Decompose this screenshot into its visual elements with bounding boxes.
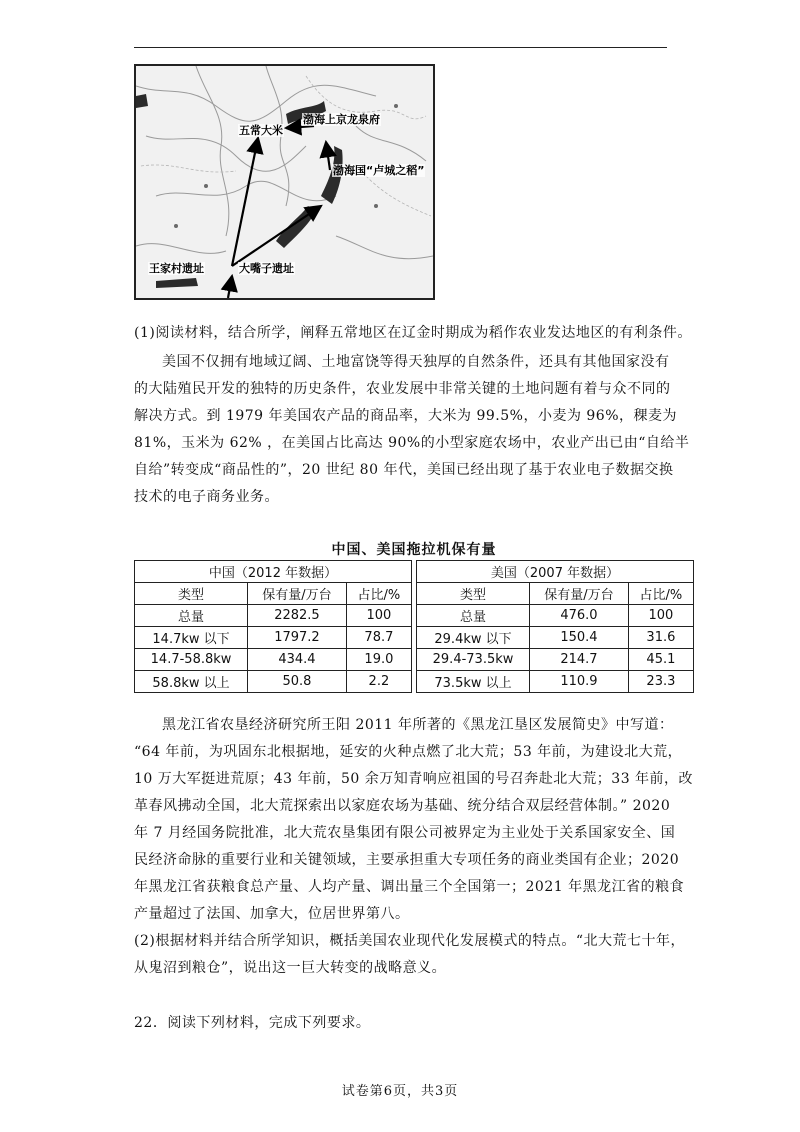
question-1-text: (1)阅读材料，结合所学，阐释五常地区在辽金时期成为稻作农业发达地区的有利条件。 bbox=[134, 325, 692, 341]
col-count: 保有量/万台 bbox=[248, 583, 347, 605]
us-count: 110.9 bbox=[530, 671, 629, 693]
passage-line: 年黑龙江省获粮食总产量、人均产量、调出量三个全国第一；2021 年黑龙江省的粮食 bbox=[134, 879, 685, 895]
passage-usa-agriculture bbox=[134, 349, 694, 511]
us-count: 476.0 bbox=[530, 605, 629, 627]
table-row bbox=[135, 649, 694, 671]
table-group-header bbox=[135, 561, 694, 583]
map-label-wuchang: 五常大米 bbox=[239, 124, 283, 137]
us-type: 总量 bbox=[416, 605, 529, 627]
usa-header: 美国（2007 年数据） bbox=[416, 561, 693, 583]
col-count: 保有量/万台 bbox=[530, 583, 629, 605]
us-type: 29.4-73.5kw bbox=[416, 649, 529, 671]
question-2-line: 从鬼沼到粮仓”，说出这一巨大转变的战略意义。 bbox=[134, 960, 447, 976]
cn-share: 78.7 bbox=[346, 627, 411, 649]
map-label-shangjing: 渤海上京龙泉府 bbox=[303, 113, 380, 126]
table-row bbox=[135, 605, 694, 627]
question-22-text: 22．阅读下列材料，完成下列要求。 bbox=[134, 1015, 371, 1031]
passage-line: 技术的电子商务业务。 bbox=[134, 489, 279, 505]
col-share: 占比/% bbox=[628, 583, 693, 605]
map-label-dazuizi: 大嘴子遗址 bbox=[239, 262, 294, 275]
cn-count: 434.4 bbox=[248, 649, 347, 671]
us-share: 45.1 bbox=[628, 649, 693, 671]
passage-line: 民经济命脉的重要行业和关键领域，主要承担重大专项任务的商业类国有企业；2020 bbox=[134, 852, 680, 868]
cn-type: 58.8kw 以上 bbox=[135, 671, 248, 693]
table-row bbox=[135, 627, 694, 649]
tractor-table bbox=[134, 560, 694, 693]
us-type: 29.4kw 以下 bbox=[416, 627, 529, 649]
passage-line: 美国不仅拥有地域辽阔、土地富饶等得天独厚的自然条件，还具有其他国家没有 bbox=[162, 354, 670, 370]
cn-share: 100 bbox=[346, 605, 411, 627]
page-footer: 试卷第6页，共3页 bbox=[341, 1084, 459, 1099]
header-rule bbox=[134, 47, 667, 48]
cn-share: 19.0 bbox=[346, 649, 411, 671]
table-row bbox=[135, 671, 694, 693]
col-type: 类型 bbox=[416, 583, 529, 605]
passage-line: 的大陆殖民开发的独特的历史条件，农业发展中非常关键的土地问题有着与众不同的 bbox=[134, 381, 671, 397]
question-1 bbox=[134, 320, 694, 347]
question-2 bbox=[134, 928, 694, 982]
cn-type: 14.7kw 以下 bbox=[135, 627, 248, 649]
cn-type: 14.7-58.8kw bbox=[135, 649, 248, 671]
passage-beidahuang bbox=[134, 712, 694, 928]
map-label-lucheng: 渤海国“卢城之稻” bbox=[333, 164, 425, 177]
cn-count: 2282.5 bbox=[248, 605, 347, 627]
table-column-header bbox=[135, 583, 694, 605]
cn-count: 50.8 bbox=[248, 671, 347, 693]
passage-line: 产量超过了法国、加拿大，位居世界第八。 bbox=[134, 906, 410, 922]
cn-share: 2.2 bbox=[346, 671, 411, 693]
passage-line: “64 年前，为巩固东北根据地，延安的火种点燃了北大荒；53 年前，为建设北大荒， bbox=[134, 744, 683, 760]
us-count: 150.4 bbox=[530, 627, 629, 649]
map-label-wangjiacun: 王家村遗址 bbox=[149, 262, 204, 275]
cn-count: 1797.2 bbox=[248, 627, 347, 649]
us-share: 23.3 bbox=[628, 671, 693, 693]
historical-rice-map bbox=[134, 64, 435, 300]
col-type: 类型 bbox=[135, 583, 248, 605]
passage-line: 81%，玉米为 62% ，在美国占比高达 90%的小型家庭农场中，农业产出已由“自给半 bbox=[134, 435, 690, 451]
passage-line: 革春风拂动全国，北大荒探索出以家庭农场为基础、统分结合双层经营体制。” 2020 bbox=[134, 798, 671, 814]
china-header: 中国（2012 年数据） bbox=[135, 561, 412, 583]
question-2-line: (2)根据材料并结合所学知识，概括美国农业现代化发展模式的特点。“北大荒七十年， bbox=[134, 933, 685, 949]
passage-line: 解决方式。到 1979 年美国农产品的商品率，大米为 99.5%，小麦为 96%，稞麦为 bbox=[134, 408, 678, 424]
col-share: 占比/% bbox=[346, 583, 411, 605]
passage-line: 年 7 月经国务院批准，北大荒农垦集团有限公司被界定为主业处于关系国家安全、国 bbox=[134, 825, 676, 841]
question-22 bbox=[134, 1010, 694, 1037]
passage-line: 黑龙江省农垦经济研究所王阳 2011 年所著的《黑龙江垦区发展简史》中写道： bbox=[162, 717, 674, 733]
table-title: 中国、美国拖拉机保有量 bbox=[331, 542, 497, 558]
passage-line: 10 万大军挺进荒原；43 年前，50 余万知青响应祖国的号召奔赴北大荒；33 年前，改 bbox=[134, 771, 694, 787]
cn-type: 总量 bbox=[135, 605, 248, 627]
us-share: 100 bbox=[628, 605, 693, 627]
us-type: 73.5kw 以上 bbox=[416, 671, 529, 693]
passage-line: 自给”转变成“商品性的”，20 世纪 80 年代，美国已经出现了基于农业电子数据交换 bbox=[134, 462, 674, 478]
us-share: 31.6 bbox=[628, 627, 693, 649]
us-count: 214.7 bbox=[530, 649, 629, 671]
